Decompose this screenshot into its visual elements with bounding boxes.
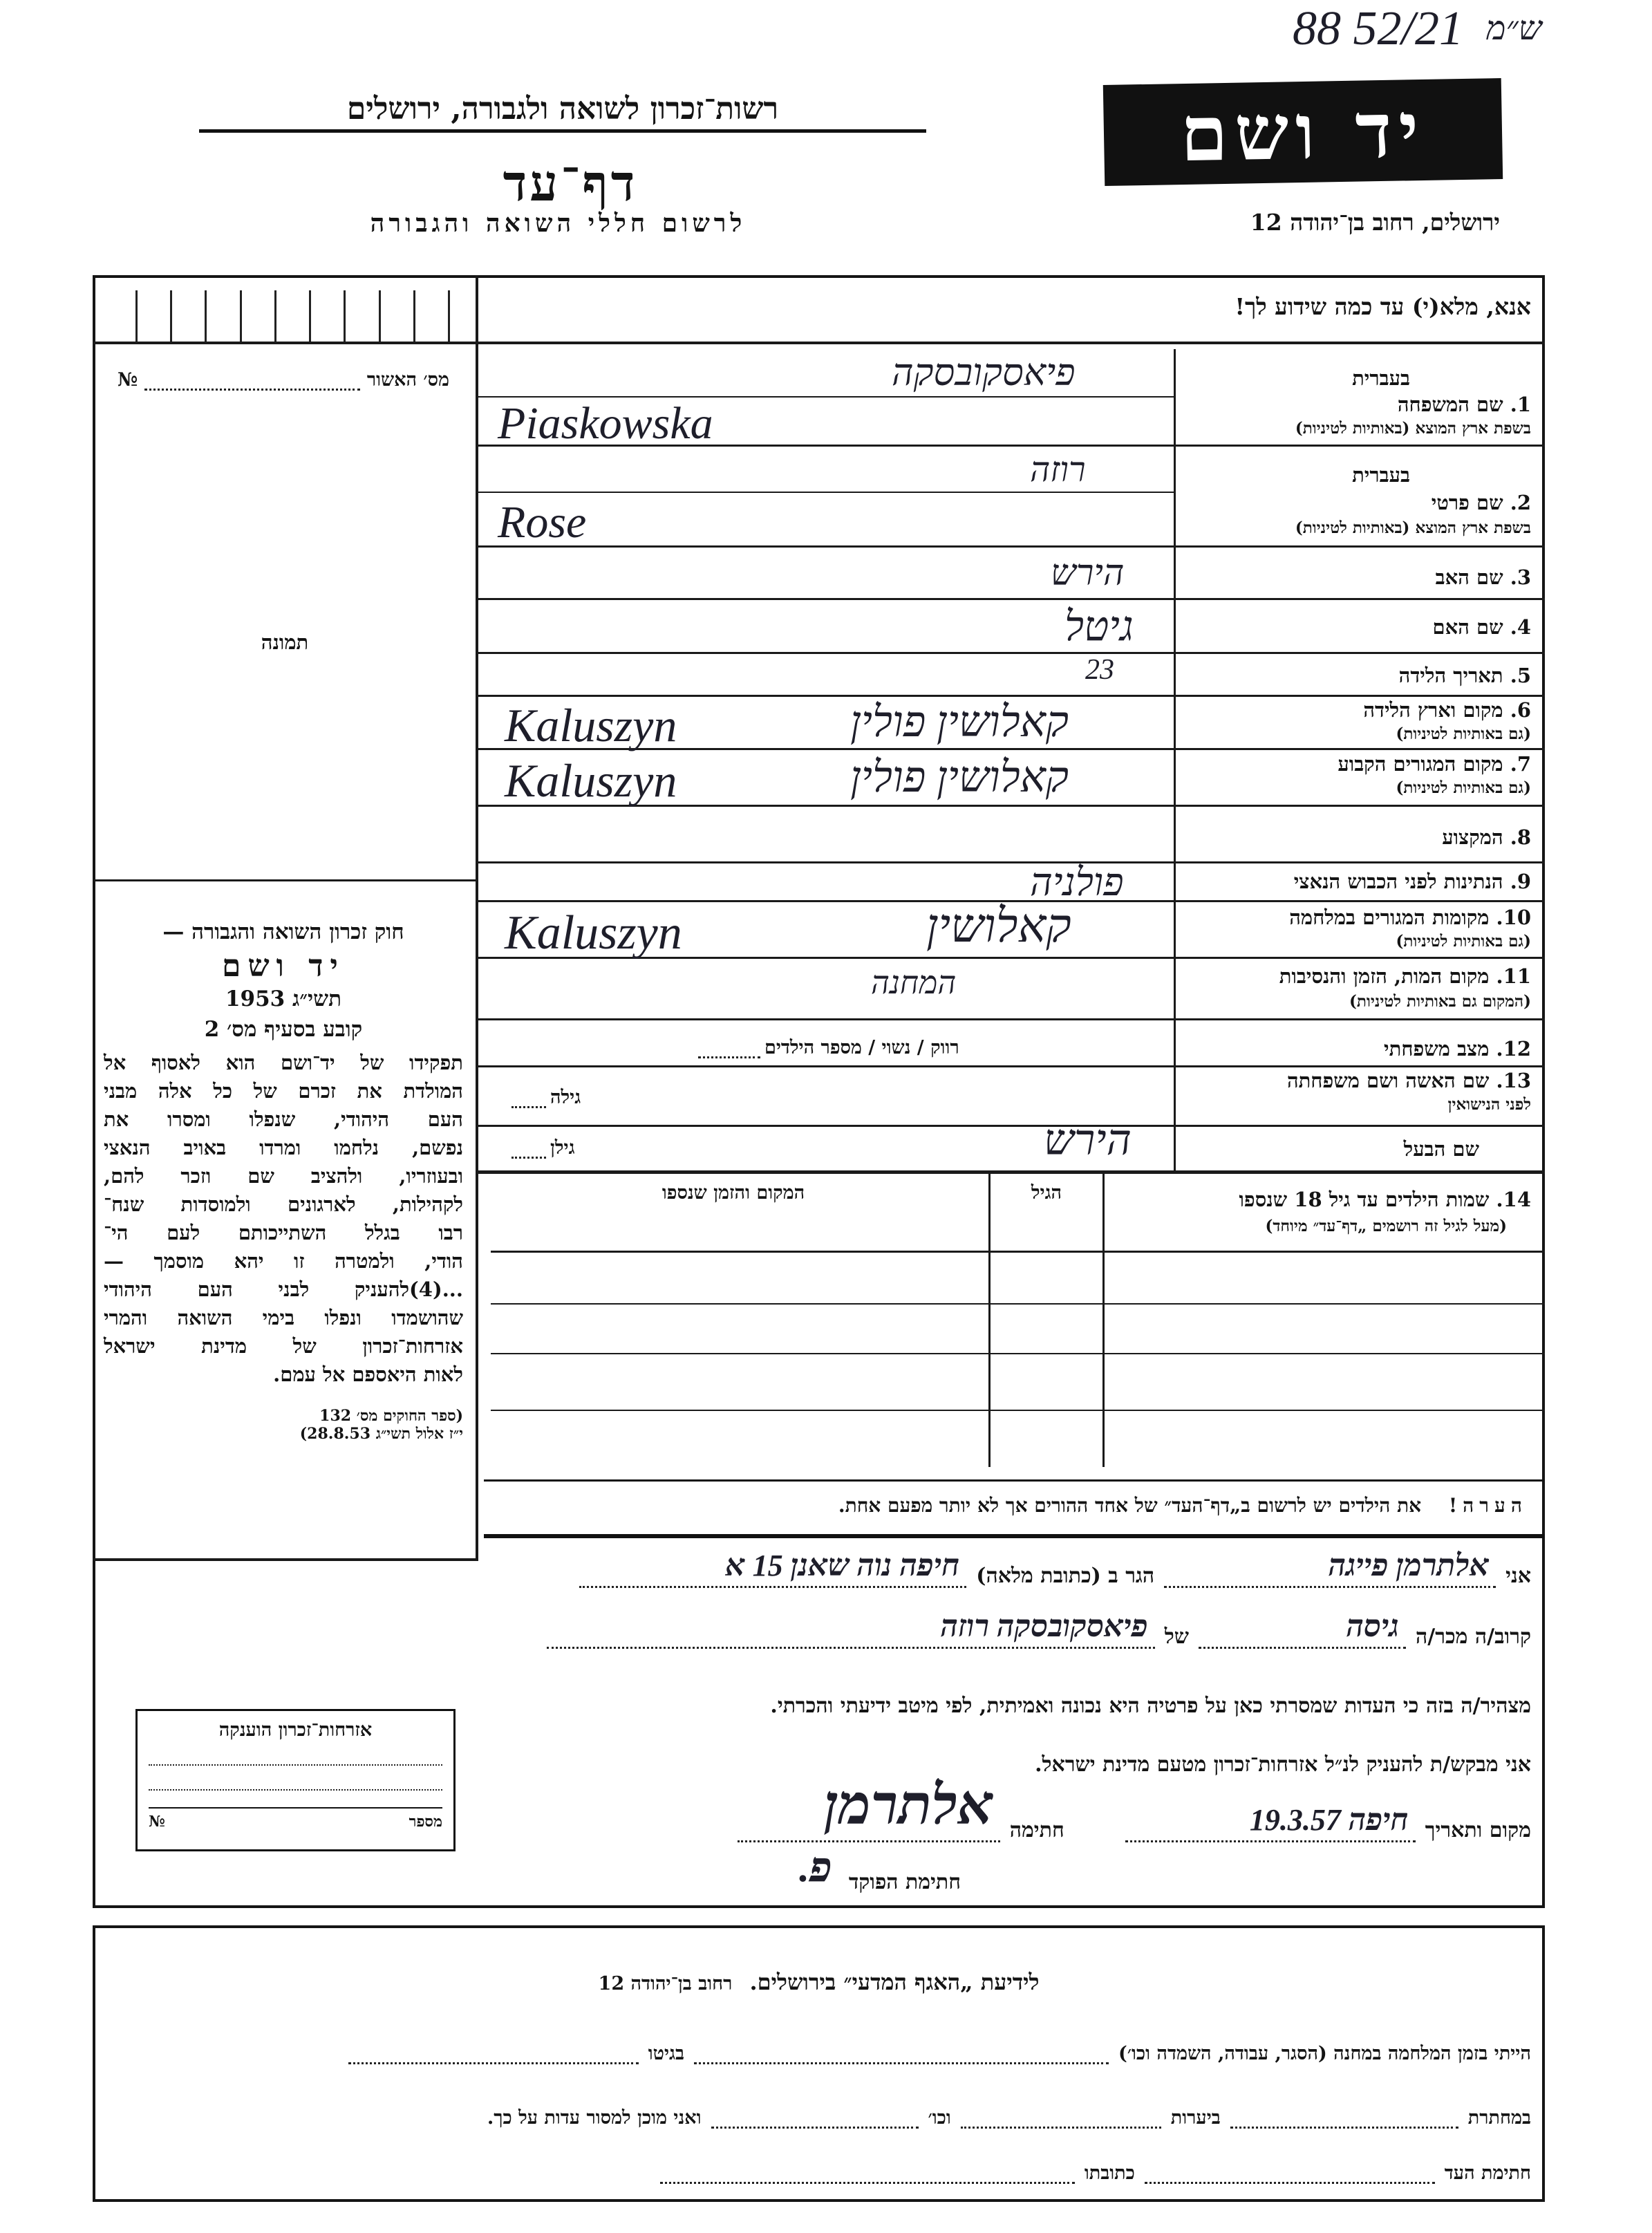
signature-field[interactable]	[738, 1775, 1000, 1842]
law-title: חוק זכרון השואה והגבורה —	[162, 919, 404, 944]
label-column-divider	[1174, 349, 1176, 1170]
witness-relation-value: גיסה	[1346, 1609, 1400, 1643]
field-2-sub: בשפת ארץ המוצא (באותיות לטיניות)	[1295, 518, 1531, 537]
field-9-label: 9. הנתינות לפני הכבוש הנאצי	[1293, 870, 1531, 893]
bottom-line-1	[348, 2043, 1531, 2064]
bottom-address: רחוב בן־יהודה 12	[598, 1973, 733, 1994]
note-text: את הילדים יש לרשום ב„דף־העד״ של אחד ההורים אך לא יותר מפעם אחת.	[838, 1494, 1422, 1517]
ghetto-field[interactable]	[348, 2046, 639, 2064]
residence-hebrew-value[interactable]: קאלושין פולין	[850, 754, 1069, 801]
first-name-hebrew-value[interactable]: רוזה	[1030, 450, 1086, 489]
field-4-label: 4. שם האם	[1432, 615, 1531, 639]
law-line: לקהילות, לארגונים ולמוסדות שנח־	[104, 1193, 463, 1216]
approval-dots	[144, 371, 359, 391]
camp-label: הייתי בזמן המלחמה במחנה (הסגר, עבודה, השמדה וכו׳)	[1118, 2043, 1531, 2064]
official-signature-line	[701, 1844, 961, 1894]
note-title: הערה!	[1448, 1494, 1528, 1517]
field-10-sub: (גם באותיות לטיניות)	[1396, 932, 1531, 951]
law-line: המולדת את זכרם של כל אלה מבני	[104, 1079, 463, 1103]
birthplace-latin-value[interactable]: Kaluszyn	[505, 699, 677, 751]
left-column-divider	[476, 275, 478, 1560]
witness-relation-label: קרוב/ה מכר/ה	[1416, 1625, 1531, 1649]
wife-age-dots	[511, 1088, 546, 1108]
row-line	[478, 652, 1545, 654]
row-line	[478, 545, 1545, 548]
wife-age-label: גילה	[550, 1087, 581, 1108]
husband-label: שם הבעל	[1403, 1137, 1479, 1161]
birth-date-value[interactable]: 23	[1085, 654, 1114, 686]
witness-address-field-bottom[interactable]	[660, 2165, 1075, 2184]
children-row[interactable]	[491, 1303, 1545, 1305]
husband-name-value[interactable]: הירש	[1044, 1117, 1132, 1164]
citizenship-value[interactable]: פולניה	[1030, 861, 1124, 904]
wartime-residence-hebrew-value[interactable]: קאלושין	[926, 899, 1071, 952]
scientific-department-title	[93, 1969, 1545, 1995]
field-2-label: 2. שם פרטי	[1431, 491, 1531, 514]
approval-label: מס׳ האשור	[366, 369, 449, 391]
instruction-text: אנא, מלא(י) עד כמה שידוע לך!	[1235, 293, 1531, 320]
field-13-label: 13. שם האשה ושם משפחתה	[1286, 1069, 1531, 1092]
victim-name-field[interactable]	[547, 1609, 1155, 1649]
row-line	[478, 1065, 1545, 1067]
archive-mark: ש״מ	[1486, 10, 1542, 47]
form-subtitle: לרשום חללי השואה והגבורה	[370, 209, 747, 238]
bottom-title: לידיעת „האגף המדעי״ בירושלים.	[749, 1969, 1040, 1995]
hebrew-label: בעברית	[1352, 366, 1410, 390]
father-name-value[interactable]: הירש	[1051, 554, 1125, 593]
witness-address-value: חיפה נוה שאנן 15 א	[725, 1549, 960, 1582]
field-13-sub: לפני הנישואין	[1447, 1095, 1531, 1114]
law-line: נפשם, נלחמו ומרדו באויב הנאצי	[104, 1136, 463, 1159]
children-row[interactable]	[491, 1353, 1545, 1354]
witness-declaration: מצהיר/ה בזה כי העדות שמסרתי כאן על פרטיה היא נכונה ואמיתית, לפי מיטב ידיעתי והכרתי.	[770, 1694, 1531, 1718]
family-name-latin-value[interactable]: Piaskowska	[498, 398, 713, 449]
witness-of-label: של	[1164, 1625, 1190, 1649]
field-1-label: 1. שם המשפחה	[1397, 393, 1531, 416]
witness-signature: אלתרמן	[824, 1775, 993, 1836]
law-clause: קובע בסעיף מס׳ 2	[204, 1017, 363, 1042]
law-line: העם היהודי, שנפלו ומסרו את	[104, 1108, 463, 1131]
field-5-label: 5. תאריך הלידה	[1398, 664, 1531, 687]
signature-label: חתימה	[1009, 1818, 1064, 1842]
victim-name-value: פיאסקובסקה רוזה	[940, 1609, 1148, 1643]
place-date-line	[738, 1775, 1531, 1842]
field-8-label: 8. המקצוע	[1442, 825, 1531, 849]
children-row[interactable]	[491, 1410, 1545, 1411]
husband-age-field[interactable]	[511, 1137, 575, 1159]
marital-status-text: רווק / נשוי / מספר הילדים	[764, 1037, 959, 1058]
testimony-willing-text: ואני מוכן למסור עדות על כך.	[487, 2107, 702, 2129]
note-box	[484, 1479, 1545, 1538]
archive-number: 88 52/21	[1293, 2, 1463, 55]
field-7-sub: (גם באותיות לטיניות)	[1396, 778, 1531, 797]
children-age-header: הגיל	[1031, 1182, 1062, 1204]
children-label: 14. שמות הילדים עד גיל 18 שנספו	[1239, 1188, 1531, 1211]
children-count-dots	[698, 1038, 760, 1058]
hebrew-label-2: בעברית	[1352, 463, 1410, 487]
official-signature: פ.	[799, 1844, 832, 1890]
approval-no-sign: №	[118, 369, 138, 391]
law-line: ובעוזריו, ולהציב שם וזכר להם,	[104, 1164, 463, 1188]
camp-field[interactable]	[694, 2046, 1109, 2064]
witness-relation-line	[547, 1609, 1531, 1649]
witness-address-label-bottom: כתובתו	[1084, 2162, 1135, 2184]
underground-field[interactable]	[1230, 2110, 1458, 2129]
row-line	[478, 695, 1545, 697]
witness-address-field[interactable]	[579, 1549, 966, 1588]
children-place-header: המקום והזמן שנספו	[661, 1182, 805, 1204]
field-11-sub: (המקום גם באותיות לטיניות)	[1349, 992, 1531, 1011]
children-row[interactable]	[491, 1251, 1545, 1253]
citizenship-dots	[149, 1741, 442, 1766]
witness-signature-label: חתימת העד	[1444, 2162, 1531, 2184]
etc-field[interactable]	[711, 2110, 919, 2129]
witness-name-field[interactable]	[1164, 1549, 1496, 1588]
law-line: אזרחות־זכרון של מדינת ישראל	[104, 1334, 463, 1358]
birthplace-hebrew-value[interactable]: קאלושין פולין	[850, 699, 1069, 746]
form-title: דף־עד	[503, 153, 638, 212]
witness-name-line	[579, 1549, 1531, 1588]
law-line: שהושמדו ונפלו בימי השואה והמרי	[104, 1306, 463, 1329]
official-signature-field[interactable]	[701, 1844, 839, 1894]
field-10-label: 10. מקומות המגורים במלחמה	[1289, 906, 1531, 929]
underground-label: במחתרת	[1467, 2107, 1531, 2129]
law-year: תשי״ג 1953	[225, 987, 342, 1011]
field-7-label: 7. מקום המגורים הקבוע	[1337, 752, 1531, 776]
official-signature-label: חתימת הפוקד	[848, 1870, 961, 1894]
law-logo: יד ושם	[222, 949, 345, 984]
forests-label: ביערות	[1170, 2107, 1221, 2129]
first-name-latin-value[interactable]: Rose	[498, 497, 587, 548]
citizenship-number-label: מספר	[409, 1813, 442, 1831]
place-date-field[interactable]	[1125, 1803, 1416, 1842]
field-3-label: 3. שם האב	[1435, 566, 1531, 589]
row-line	[478, 1170, 1545, 1174]
approval-number-field[interactable]	[118, 369, 449, 391]
law-reference-2: י״ז אלול תשי״ג 28.8.53)	[299, 1425, 463, 1443]
field-11-label: 11. מקום המות, הזמן והנסיבות	[1279, 964, 1531, 988]
forests-field[interactable]	[961, 2110, 1161, 2129]
husband-age-dots	[511, 1139, 546, 1159]
law-excerpt	[104, 919, 463, 1443]
witness-name-value: אלתרמן פייגה	[1328, 1549, 1490, 1582]
children-sub: (מעל לגיל זה רושמים „דף־עד״ מיוחד)	[1265, 1217, 1507, 1235]
law-line: רבו בגלל השתייכותם לעם הי־	[104, 1221, 463, 1244]
citizenship-dots	[149, 1766, 442, 1791]
mother-name-value[interactable]: גיטל	[1064, 604, 1134, 649]
law-line: הודי, ולמטרה זו יהא מוסמך —	[104, 1249, 463, 1273]
citizenship-box-title: אזרחות־זכרון הוענקה	[218, 1719, 373, 1741]
yad-vashem-logo: יד ושם	[1103, 78, 1503, 186]
instruction-divider	[93, 342, 1545, 344]
ghetto-label: בגיטו	[648, 2043, 684, 2064]
death-place-value[interactable]: המחנה	[871, 965, 957, 1000]
photo-label: תמונה	[261, 630, 309, 654]
etc-label: וכו׳	[928, 2107, 951, 2129]
wife-age-field[interactable]	[511, 1087, 581, 1108]
left-column-bottom	[93, 1558, 478, 1561]
row-line	[478, 861, 1545, 863]
family-name-hebrew-value[interactable]: פיאסקובסקה	[892, 352, 1076, 393]
field-6-sub: (גם באותיות לטיניות)	[1396, 725, 1531, 743]
approval-tick-boxes	[135, 290, 450, 342]
law-line: תפקידו של יד־ושם הוא לאסוף אל	[104, 1051, 463, 1074]
marital-status-options[interactable]	[698, 1037, 959, 1058]
witness-i-label: אני	[1505, 1564, 1531, 1588]
witness-signature-field[interactable]	[1145, 2165, 1435, 2184]
row-line	[478, 492, 1174, 493]
husband-age-label: גילן	[550, 1137, 575, 1159]
bottom-line-3	[660, 2162, 1531, 2184]
law-line: ...(4)להעניק לבני העם היהודי	[104, 1278, 463, 1301]
law-line: לאות היאספם אל עמם.	[273, 1363, 463, 1386]
row-line	[478, 1125, 1545, 1127]
children-col-divider	[1102, 1174, 1105, 1467]
field-12-label: 12. מצב משפחתי	[1384, 1037, 1531, 1061]
row-line	[478, 1018, 1545, 1020]
photo-divider	[93, 879, 477, 881]
wartime-residence-latin-value[interactable]: Kaluszyn	[505, 906, 682, 960]
place-date-label: מקום ותאריך	[1425, 1818, 1531, 1842]
row-line	[478, 598, 1545, 600]
authority-title: רשות־זכרון לשואה ולגבורה, ירושלים	[199, 91, 926, 133]
citizenship-number-sign: №	[149, 1813, 165, 1831]
field-1-sub: בשפת ארץ המוצא (באותיות לטיניות)	[1295, 419, 1531, 438]
witness-relation-field[interactable]	[1199, 1609, 1406, 1649]
children-col-divider	[988, 1174, 991, 1467]
witness-request: אני מבקש/ת להעניק לנ״ל אזרחות־זכרון מטעם מדינת ישראל.	[1035, 1753, 1531, 1777]
header-address: ירושלים, רחוב בן־יהודה 12	[1250, 209, 1500, 236]
field-6-label: 6. מקום וארץ הלידה	[1363, 698, 1531, 722]
residence-latin-value[interactable]: Kaluszyn	[505, 754, 677, 807]
witness-address-label: הגר ב (כתובת מלאה)	[976, 1564, 1155, 1588]
bottom-line-2	[487, 2107, 1531, 2129]
place-date-value: חיפה 19.3.57	[1249, 1803, 1409, 1837]
citizenship-granted-box	[135, 1709, 456, 1851]
law-reference-1: (ספר החוקים מס׳ 132	[319, 1407, 463, 1425]
